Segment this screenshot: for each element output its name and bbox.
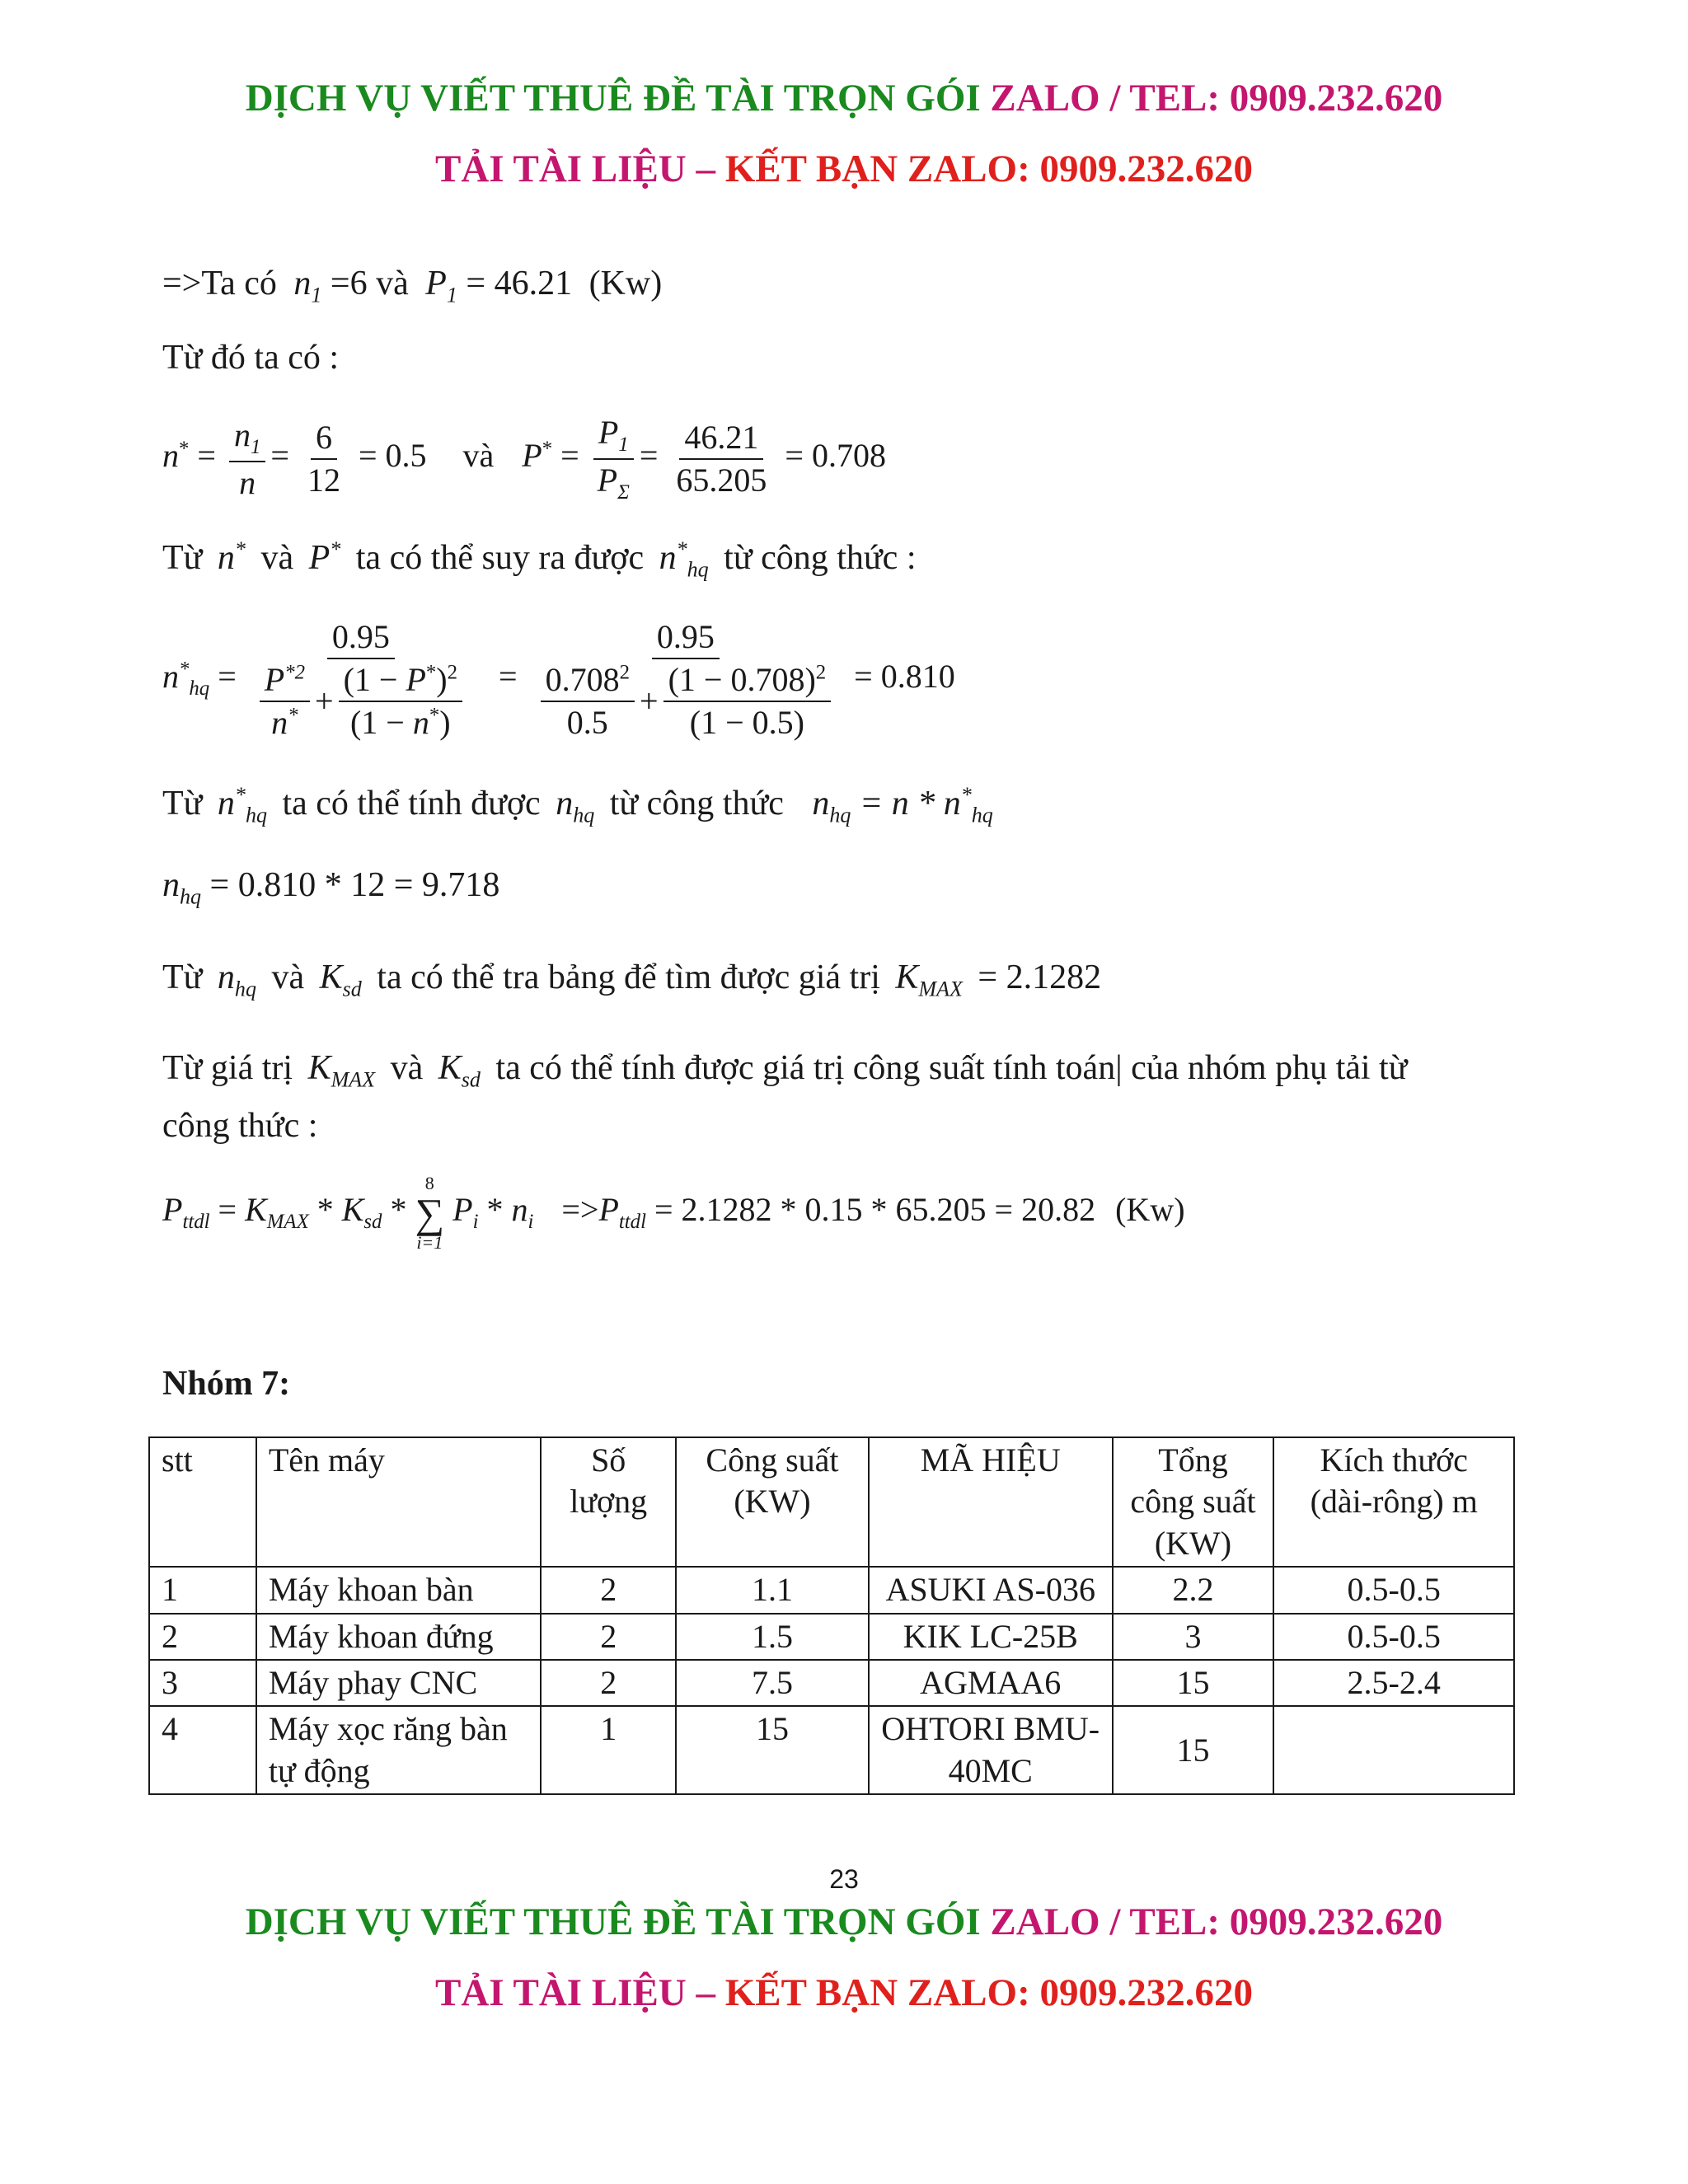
cell-stt: 3	[149, 1660, 256, 1706]
cell-so-luong: 2	[541, 1614, 676, 1660]
line-cong-thuc: công thức :	[162, 1107, 318, 1145]
cell-ma-hieu: OHTORI BMU-40MC	[869, 1706, 1113, 1794]
table-header-row	[149, 1437, 1514, 1567]
equation-pttdl: $P_{ttdl} = K_{MAX} * K_{sd}$ * 8 ∑ i=1 $P_i * n_i =>P_{ttdl} = 2.1282 * 0.15 * 65.205 = 20.82$ (Kw)	[162, 1173, 1185, 1253]
cell-tong-cong-suat: 15	[1113, 1660, 1274, 1706]
cell-kich-thuoc: 0.5-0.5	[1273, 1614, 1514, 1660]
header-cong-suat: Công suất (KW)	[676, 1437, 869, 1567]
header-stt: stt	[149, 1437, 256, 1567]
cell-stt: 4	[149, 1706, 256, 1794]
header-service-text: DỊCH VỤ VIẾT THUÊ ĐỀ TÀI TRỌN GÓI	[245, 77, 981, 120]
line-tu-nhq: Từ $n^*_{hq}$ ta có thể tính được $n_{hq}$ từ công thức $n_{hq} = n * n^*_{hq}$	[162, 783, 993, 827]
symbol-p1: $P_1$	[425, 265, 457, 307]
header-so-luong: Số lượng	[541, 1437, 676, 1567]
footer-zalo-text: KẾT BẠN ZALO: 0909.232.620	[724, 1971, 1253, 2014]
footer-contact-text: ZALO / TEL: 0909.232.620	[990, 1900, 1443, 1943]
line-kmax: Từ $n_{hq}$ và $K_{sd}$ ta có thể tra bảng để tìm được giá trị $K_{MAX} = 2.1282$	[162, 958, 1102, 1001]
symbol-n1: $n_1$	[293, 265, 322, 307]
line-n1-p1	[162, 264, 662, 307]
cell-so-luong: 1	[541, 1706, 676, 1794]
footer-service-text: DỊCH VỤ VIẾT THUÊ ĐỀ TÀI TRỌN GÓI	[245, 1900, 981, 1943]
header-kich-thuoc: Kích thước (dài-rông) m	[1273, 1437, 1514, 1567]
cell-ten-may: Máy xọc răng bàn tự động	[256, 1706, 541, 1794]
text-n1-value: =6 và	[330, 265, 409, 302]
header-download-text: TẢI TÀI LIỆU –	[435, 148, 715, 190]
table-row	[149, 1706, 1514, 1794]
line-nhq-result: $n_{hq} = 0.810 * 12 = 9.718$	[162, 866, 500, 909]
cell-ma-hieu: AGMAA6	[869, 1660, 1113, 1706]
cell-kich-thuoc: 2.5-2.4	[1273, 1660, 1514, 1706]
page-number: 23	[829, 1864, 859, 1894]
header-banner-line2	[0, 147, 1688, 191]
line-tu-gia-tri: Từ giá trị $K_{MAX}$ và $K_{sd}$ ta có thể tính được giá trị công suất tính toán| của nhóm phụ tải từ	[162, 1049, 1408, 1092]
header-ten-may: Tên máy	[256, 1437, 541, 1567]
header-ma-hieu: MÃ HIỆU	[869, 1437, 1113, 1567]
group-title: Nhóm 7:	[162, 1365, 291, 1403]
cell-cong-suat: 15	[676, 1706, 869, 1794]
unit-kw: (Kw)	[588, 265, 663, 302]
cell-tong-cong-suat: 3	[1113, 1614, 1274, 1660]
cell-stt: 2	[149, 1614, 256, 1660]
value-p1: = 46.21	[466, 265, 573, 302]
line-tu-do: Từ đó ta có :	[162, 339, 340, 377]
cell-cong-suat: 1.1	[676, 1567, 869, 1613]
footer-banner-line1	[0, 1900, 1688, 1944]
cell-ten-may: Máy phay CNC	[256, 1660, 541, 1706]
cell-so-luong: 2	[541, 1660, 676, 1706]
text-ta-co: =>Ta có	[162, 265, 277, 302]
header-contact-text: ZALO / TEL: 0909.232.620	[990, 77, 1443, 120]
cell-kich-thuoc: 0.5-0.5	[1273, 1567, 1514, 1613]
cell-kich-thuoc	[1273, 1706, 1514, 1794]
footer-download-text: TẢI TÀI LIỆU –	[435, 1971, 715, 2014]
cell-ma-hieu: ASUKI AS-036	[869, 1567, 1113, 1613]
footer-banner-line2	[0, 1971, 1688, 2015]
equipment-table	[148, 1436, 1515, 1795]
table-row	[149, 1614, 1514, 1660]
cell-tong-cong-suat: 2.2	[1113, 1567, 1274, 1613]
equation-nhq-star: $n^*_{hq}$ = 0.95 $\frac{P^{*2}}{n^*}$ + $\frac{(1 - P^*)^2}{(1 - n^*)}$ = 0.95 $\frac{0.708^2}{0.5}$ + $\frac{(1 - 0.708)^2}{(1 - 0.5)}$ = 0.810	[162, 618, 955, 741]
cell-stt: 1	[149, 1567, 256, 1613]
cell-ten-may: Máy khoan đứng	[256, 1614, 541, 1660]
cell-cong-suat: 1.5	[676, 1614, 869, 1660]
cell-tong-cong-suat: 15	[1113, 1706, 1274, 1794]
table-row	[149, 1660, 1514, 1706]
cell-so-luong: 2	[541, 1567, 676, 1613]
table-row	[149, 1567, 1514, 1613]
cell-ma-hieu: KIK LC-25B	[869, 1614, 1113, 1660]
cell-ten-may: Máy khoan bàn	[256, 1567, 541, 1613]
cell-cong-suat: 7.5	[676, 1660, 869, 1706]
equation-n-star-p-star: n* = $\frac{n_1}{n}$ = $\frac{6}{12}$ = 0.5 và P* = $\frac{P_1}{P_\Sigma}$ = $\frac{46.21}{65.205}$ = 0.708	[162, 414, 886, 504]
header-banner-line1	[0, 76, 1688, 120]
header-tong-cong-suat: Tổng công suất (KW)	[1113, 1437, 1274, 1567]
header-zalo-text: KẾT BẠN ZALO: 0909.232.620	[724, 148, 1253, 190]
line-tu-n-p: Từ n* và P* ta có thể suy ra được $n^*_{hq}$ từ công thức :	[162, 537, 917, 582]
